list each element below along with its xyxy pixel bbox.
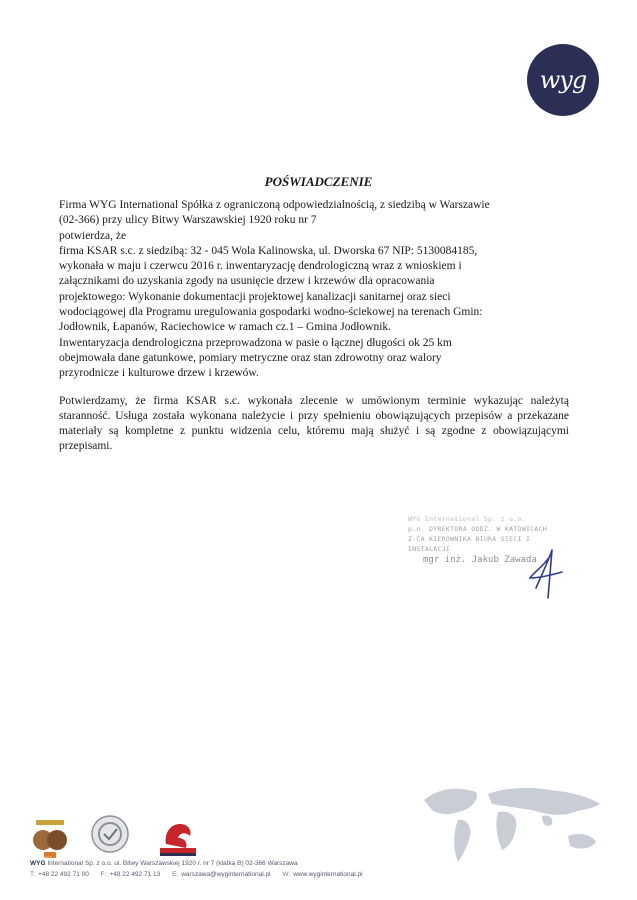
phone-value: +48 22 492 71 00 — [38, 871, 89, 878]
document-title: POŚWIADCZENIE — [264, 174, 373, 189]
world-map-graphic — [418, 780, 606, 868]
email-label: E: — [172, 871, 179, 878]
phone-label: T: — [30, 871, 36, 878]
email-value[interactable]: warszawa@wyginternational.pl — [181, 871, 271, 878]
medal-caption: WYG — [42, 855, 52, 860]
footer-address-line — [30, 858, 610, 869]
logo-text: wyg — [539, 66, 587, 94]
footer-address: International Sp. z o.o. ul. Bitwy Warszawskiej 1920 r. nr 7 (klatka B) 02-366 Warszawa — [47, 860, 298, 867]
company-logo — [527, 44, 599, 116]
footer-company: WYG — [30, 860, 46, 867]
signer-name: mgr inż. Jakub Zawada — [423, 555, 537, 565]
fax-value: +48 22 492 71 13 — [109, 871, 161, 878]
handwritten-signature — [528, 548, 564, 600]
stamp-line-position: Z-CA KIEROWNIKA BIURA SIECI I INSTALACJI — [408, 535, 531, 553]
stamp-line-company: WYG International Sp. z o.o. — [408, 515, 526, 523]
document-body — [59, 198, 569, 455]
stamp-line-role: p.o. DYREKTORA ODDZ. W KATOWICACH — [408, 525, 548, 533]
certification-seal-icon — [90, 814, 130, 854]
page-footer — [30, 858, 610, 880]
award-medal-icon — [30, 820, 70, 860]
paragraph-certification: Firma WYG International Spółka z ograniczoną odpowiedzialnością, z siedzibą w Warszawie (02-366) przy ulicy Bitwy Warszawskiej 1920 roku nr 7 potwierdza, że firma KSAR s.c. z siedzibą: 32 - 045 Wola Kalinowska, ul. Dworska 67 NIP: 5130084185, wykonała w maju i czerwcu 2016 r. inwentaryzację dendrologiczną wraz z wnioskiem i załącznikami do uzyskania zgody na usunięcie drzew i krzewów dla opracowania projektowego: Wykonanie dokumentacji projektowej kanalizacji sanitarnej oraz sieci wodociągowej dla Programu uregulowania gospodarki wodno-ściekowej na terenach Gmin: Jodłownik, Łapanów, Raciechowice w ramach cz.1 – Gmina Jodłownik. Inwentaryzacja dendrologiczna przeprowadzona w pasie o łącznej długości ok 25 km obejmowała dane gatunkowe, pomiary metryczne oraz stan zdrowotny oraz walory przyrodnicze i kulturowe drzew i krzewów. — [59, 199, 490, 380]
fax-label: F: — [100, 871, 107, 878]
paragraph-confirmation: Potwierdzamy, że firma KSAR s.c. wykonała zlecenie w umówionym terminie wykazując należytą staranność. Usługa została wykonana należycie i przy spełnieniu obowiązujących przepisów a przekazane materiały są kompletne z punktu widzenia celu, któremu mają służyć i są zgodne z obowiązującymi przepisami. — [59, 394, 569, 453]
website-value[interactable]: www.wyginternational.pl — [293, 871, 363, 878]
website-label: W: — [282, 871, 291, 878]
ambassador-emblem-icon — [156, 818, 200, 858]
footer-contact-line — [30, 869, 610, 880]
